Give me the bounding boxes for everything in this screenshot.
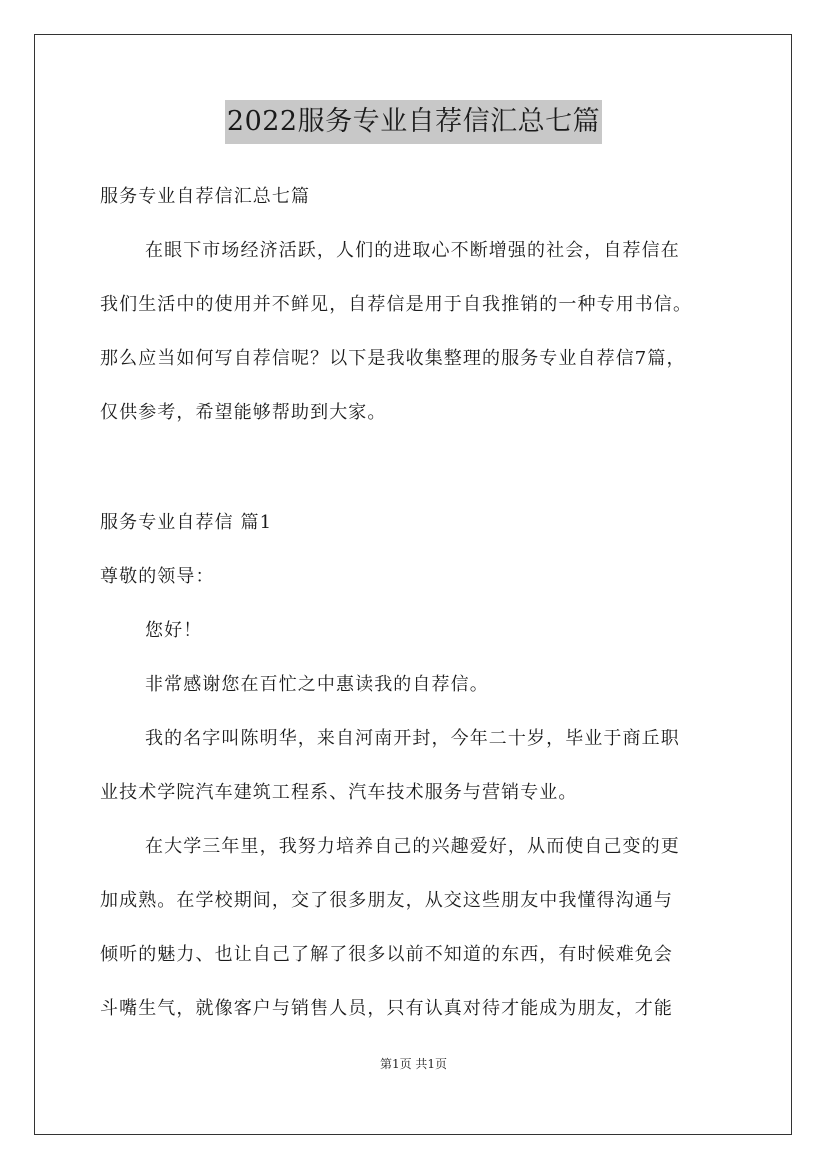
paragraph-line: 非常感谢您在百忙之中惠读我的自荐信。 (145, 674, 489, 695)
paragraph-line: 我们生活中的使用并不鲜见，自荐信是用于自我推销的一种专用书信。 (100, 294, 693, 315)
blank-spacer (100, 440, 740, 496)
page-number: 第1页 共1页 (379, 1057, 448, 1071)
paragraph-line: 在大学三年里，我努力培养自己的兴趣爱好，从而使自己变的更 (145, 836, 680, 857)
paragraph-line: 在眼下市场经济活跃，人们的进取心不断增强的社会，自荐信在 (145, 240, 680, 261)
greeting-line: 您好！ (145, 620, 203, 641)
document-title: 2022服务专业自荐信汇总七篇 (225, 100, 602, 144)
paragraph-line: 仅供参考，希望能够帮助到大家。 (100, 402, 387, 423)
page-footer (0, 1056, 827, 1072)
title-area (0, 100, 827, 144)
subtitle-line: 服务专业自荐信汇总七篇 (100, 186, 311, 207)
document-body (100, 170, 740, 1036)
paragraph-line: 斗嘴生气，就像客户与销售人员，只有认真对待才能成为朋友，才能 (100, 998, 673, 1019)
salutation-line: 尊敬的领导： (100, 566, 215, 587)
paragraph-line: 加成熟。在学校期间，交了很多朋友，从交这些朋友中我懂得沟通与 (100, 890, 673, 911)
paragraph-line: 业技术学院汽车建筑工程系、汽车技术服务与营销专业。 (100, 782, 578, 803)
section-heading: 服务专业自荐信 篇1 (100, 512, 273, 533)
paragraph-line: 我的名字叫陈明华，来自河南开封，今年二十岁，毕业于商丘职 (145, 728, 680, 749)
paragraph-line: 那么应当如何写自荐信呢？以下是我收集整理的服务专业自荐信7篇， (100, 348, 686, 369)
paragraph-line: 倾听的魅力、也让自己了解了很多以前不知道的东西，有时候难免会 (100, 944, 673, 965)
